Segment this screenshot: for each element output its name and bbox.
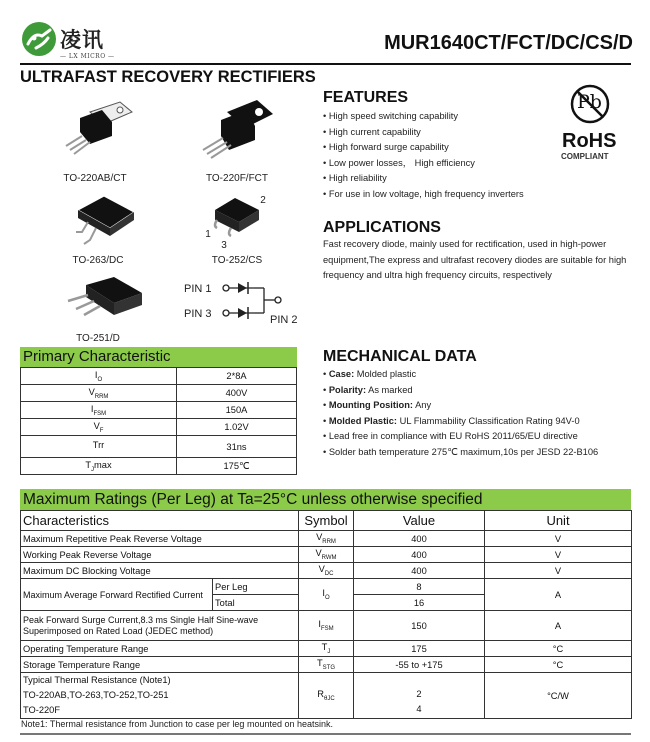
feature-item: • High current capability [323, 125, 524, 141]
thermal-line-2: TO-220AB,TO-263,TO-252,TO-251 [23, 690, 169, 700]
table-row [21, 368, 297, 385]
thermal-symbol: $R_{\theta JC}$ [299, 673, 354, 719]
symbol: $V_{DC}$ [299, 563, 354, 579]
parameter-value: 150A [177, 402, 297, 419]
schematic-pin2-label: PIN 2 [270, 314, 298, 326]
total-label: Total [213, 595, 299, 611]
avg-current-unit: A [485, 579, 632, 611]
thermal-note: Note1: Thermal resistance from Junction to case per leg mounted on heatsink. [21, 719, 333, 729]
avg-current-value-per-leg: 8 [354, 579, 485, 595]
surge-value: 150 [354, 611, 485, 641]
feature-item: • High reliability [323, 171, 524, 187]
parameter-symbol: Trr [21, 436, 177, 458]
op-temp-value: 175 [354, 641, 485, 657]
thermal-values [354, 673, 485, 719]
parameter-value: 1.02V [177, 419, 297, 436]
parameter-value: 31ns [177, 436, 297, 458]
mechanical-item: • Case: Molded plastic [323, 367, 598, 383]
feature-item: • High speed switching capability [323, 109, 524, 125]
parameter-value: 2*8A [177, 368, 297, 385]
stg-temp-value: -55 to +175 [354, 657, 485, 673]
logo-chinese-name: 凌讯 [60, 27, 104, 52]
surge-characteristic: Peak Forward Surge Current,8.3 ms Single Half Sine-wave Superimposed on Rated Load (JEDEC method) [21, 611, 299, 641]
characteristic: Maximum Repetitive Peak Reverse Voltage [21, 531, 299, 547]
pin-number-1: 1 [205, 229, 211, 240]
table-row [21, 611, 632, 641]
company-logo [20, 20, 120, 65]
unit: V [485, 531, 632, 547]
stg-temp-characteristic: Storage Temperature Range [21, 657, 299, 673]
pb-free-icon [568, 84, 612, 124]
per-leg-label: Per Leg [213, 579, 299, 595]
features-heading: FEATURES [323, 89, 409, 106]
logo-mark-icon [22, 22, 56, 56]
pin-number-3: 3 [221, 240, 227, 251]
package-label: TO-220AB/CT [63, 173, 127, 184]
parameter-symbol: $V_{RRM}$ [21, 385, 177, 402]
package-label: TO-252/CS [211, 255, 263, 266]
parameter-symbol: $V_F$ [21, 419, 177, 436]
maximum-ratings-heading: Maximum Ratings (Per Leg) at Ta=25°C unless otherwise specified [20, 489, 631, 510]
package-label: TO-220F/FCT [205, 173, 269, 184]
header-divider [20, 63, 631, 65]
feature-item: • Low power losses， High efficiency [323, 156, 524, 172]
parameter-symbol: $T_J\max$ [21, 458, 177, 475]
table-row [21, 385, 297, 402]
schematic-pin1-label: PIN 1 [184, 283, 212, 295]
mechanical-item: • Lead free in compliance with EU RoHS 2011/65/EU directive [323, 429, 598, 445]
thermal-value-2: 4 [416, 704, 422, 714]
unit: V [485, 547, 632, 563]
primary-characteristic-table [20, 367, 297, 475]
header-unit: Unit [485, 511, 632, 531]
rohs-label: RoHS [562, 130, 617, 152]
characteristic: Maximum DC Blocking Voltage [21, 563, 299, 579]
thermal-value-1: 2 [416, 689, 422, 699]
header-characteristics: Characteristics [21, 511, 299, 531]
characteristic: Working Peak Reverse Voltage [21, 547, 299, 563]
mechanical-item: • Molded Plastic: UL Flammability Classification Rating 94V-0 [323, 414, 598, 430]
mechanical-item: • Solder bath temperature 275℃ maximum,10s per JESD 22-B106 [323, 445, 598, 461]
table-row [21, 458, 297, 475]
features-list [323, 109, 524, 203]
maximum-ratings-table [20, 510, 632, 719]
parameter-symbol: $I_O$ [21, 368, 177, 385]
parameter-value: 400V [177, 385, 297, 402]
feature-item: • For use in low voltage, high frequency inverters [323, 187, 524, 203]
thermal-unit: °C/W [485, 673, 632, 719]
mechanical-item: • Polarity: As marked [323, 383, 598, 399]
thermal-line-3: TO-220F [23, 705, 61, 715]
rohs-compliant-label: COMPLIANT [561, 152, 609, 161]
parameter-value: 175℃ [177, 458, 297, 475]
table-row [21, 657, 632, 673]
applications-text: Fast recovery diode, mainly used for rectification, used in high-power equipment,The express and ultrafast recovery diodes are suitable for high frequency and ultra high frequency circuits, respectively [323, 239, 627, 280]
op-temp-symbol: $T_J$ [299, 641, 354, 657]
thermal-characteristic [21, 673, 299, 719]
table-row [21, 579, 632, 595]
mechanical-data-list [323, 367, 598, 461]
symbol: $V_{RWM}$ [299, 547, 354, 563]
header-symbol: Symbol [299, 511, 354, 531]
package-to220ab-image [60, 100, 135, 160]
stg-temp-unit: °C [485, 657, 632, 673]
value: 400 [354, 547, 485, 563]
op-temp-characteristic: Operating Temperature Range [21, 641, 299, 657]
table-row [21, 563, 632, 579]
table-header-row [21, 511, 632, 531]
pin-number-2: 2 [260, 195, 266, 206]
surge-symbol: $I_{FSM}$ [299, 611, 354, 641]
diode-schematic-icon [220, 280, 300, 320]
package-label: TO-263/DC [72, 255, 124, 266]
value: 400 [354, 531, 485, 547]
package-to251-image [58, 275, 148, 330]
table-row [21, 436, 297, 458]
symbol: $V_{RRM}$ [299, 531, 354, 547]
header-value: Value [354, 511, 485, 531]
feature-item: • High forward surge capability [323, 140, 524, 156]
package-to263-image [70, 192, 145, 252]
package-label: TO-251/D [76, 333, 120, 344]
avg-current-characteristic: Maximum Average Forward Rectified Current [21, 579, 213, 611]
footer-rule [20, 733, 631, 735]
parameter-symbol: $I_{FSM}$ [21, 402, 177, 419]
applications-heading: APPLICATIONS [323, 219, 441, 236]
part-number: MUR1640CT/FCT/DC/CS/D [384, 32, 633, 54]
table-row [21, 641, 632, 657]
mechanical-item: • Mounting Position: Any [323, 398, 598, 414]
page-title: ULTRAFAST RECOVERY RECTIFIERS [20, 68, 316, 86]
thermal-line-1: Typical Thermal Resistance (Note1) [23, 675, 171, 685]
primary-characteristic-heading: Primary Characteristic [20, 347, 297, 367]
schematic-pin3-label: PIN 3 [184, 308, 212, 320]
value: 400 [354, 563, 485, 579]
avg-current-symbol: $I_O$ [299, 579, 354, 611]
avg-current-value-total: 16 [354, 595, 485, 611]
package-to220f-image [195, 98, 280, 163]
unit: V [485, 563, 632, 579]
mechanical-data-heading: MECHANICAL DATA [323, 348, 477, 365]
logo-english-name: — LX MICRO — [60, 53, 115, 60]
table-row [21, 419, 297, 436]
stg-temp-symbol: $T_{STG}$ [299, 657, 354, 673]
pb-symbol: Pb [577, 91, 602, 113]
table-row [21, 531, 632, 547]
table-row [21, 402, 297, 419]
surge-unit: A [485, 611, 632, 641]
table-row [21, 547, 632, 563]
op-temp-unit: °C [485, 641, 632, 657]
table-row [21, 673, 632, 719]
